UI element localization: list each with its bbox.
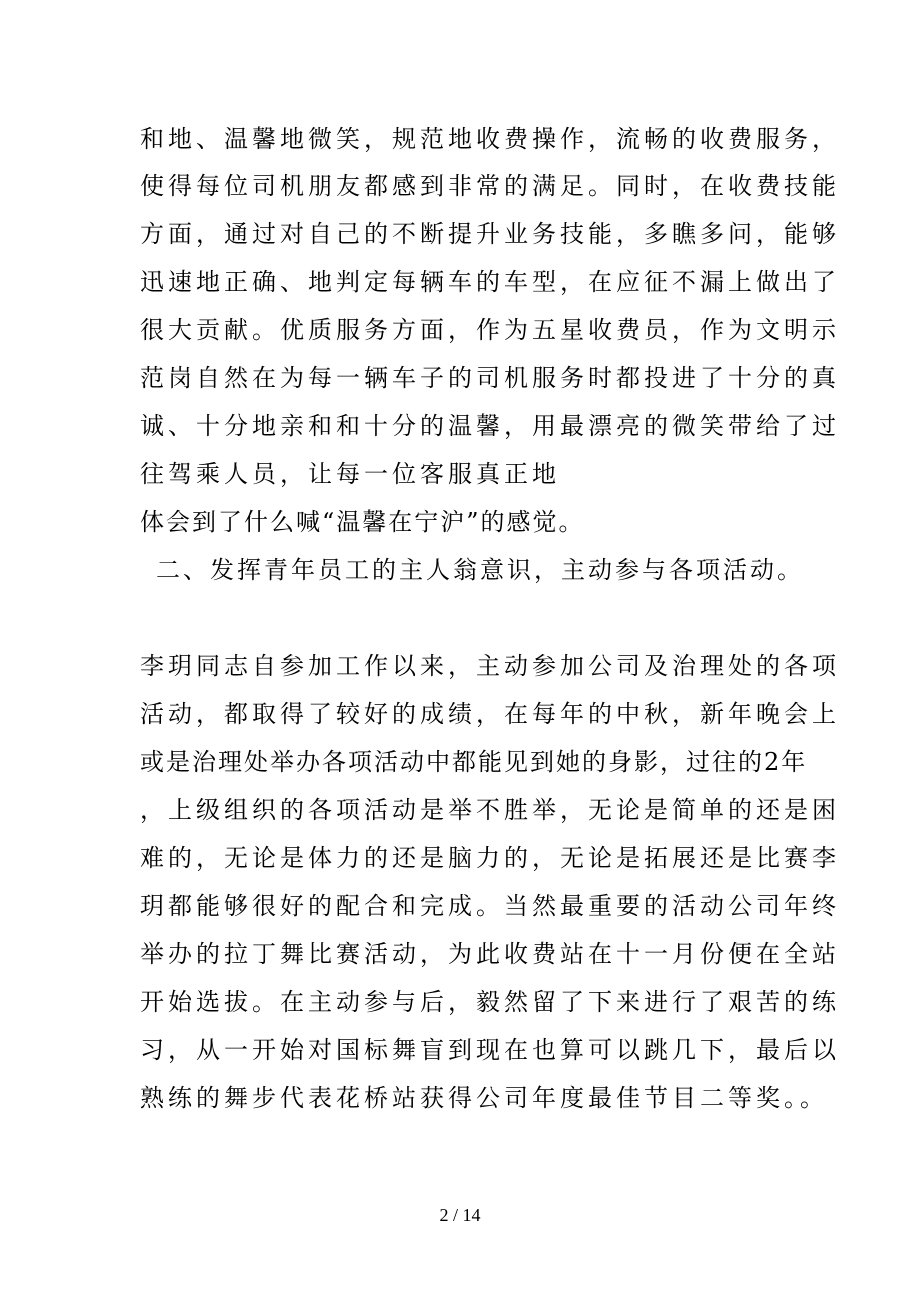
paragraph-1-line-4: 迅速地正确、地判定每辆车的车型，在应征不漏上做出了 xyxy=(140,268,840,296)
paragraph-2-line-10: 熟练的舞步代表花桥站获得公司年度最佳节目二等奖。。 xyxy=(140,1084,828,1112)
paragraph-1-line-8: 往驾乘人员，让每一位客服真正地 xyxy=(140,460,560,488)
paragraph-2-line-7: 举办的拉丁舞比赛活动，为此收费站在十一月份便在全站 xyxy=(140,940,840,968)
paragraph-1-line-9: 体会到了什么喊“温馨在宁沪”的感觉。 xyxy=(140,508,585,536)
paragraph-2-line-8: 开始选拔。在主动参与后，毅然留了下来进行了艰苦的练 xyxy=(140,988,840,1016)
paragraph-2-line-1: 李玥同志自参加工作以来，主动参加公司及治理处的各项 xyxy=(140,652,840,680)
paragraph-2-line-5: 难的，无论是体力的还是脑力的，无论是拓展还是比赛李 xyxy=(140,844,840,872)
paragraph-2-line-9: 习，从一开始对国标舞盲到现在也算可以跳几下，最后以 xyxy=(140,1036,840,1064)
section-heading-2: 二、发挥青年员工的主人翁意识，主动参与各项活动。 xyxy=(156,556,804,584)
paragraph-2-line-6: 玥都能够很好的配合和完成。当然最重要的活动公司年终 xyxy=(140,892,840,920)
paragraph-1-line-1: 和地、温馨地微笑，规范地收费操作，流畅的收费服务， xyxy=(140,125,840,153)
paragraph-1-line-6: 范岗自然在为每一辆车子的司机服务时都投进了十分的真 xyxy=(140,364,840,392)
paragraph-2-line-2: 活动，都取得了较好的成绩，在每年的中秋，新年晚会上 xyxy=(140,700,840,728)
page-number: 2 / 14 xyxy=(439,1205,481,1225)
paragraph-2-line-4: ，上级组织的各项活动是举不胜举，无论是简单的还是困 xyxy=(140,796,840,824)
paragraph-1-line-2: 使得每位司机朋友都感到非常的满足。同时，在收费技能 xyxy=(140,172,840,200)
paragraph-1-line-7: 诚、十分地亲和和十分的温馨，用最漂亮的微笑带给了过 xyxy=(140,412,840,440)
paragraph-2-line-3: 或是治理处举办各项活动中都能见到她的身影，过往的2年 xyxy=(140,748,808,776)
paragraph-1-line-3: 方面，通过对自己的不断提升业务技能，多瞧多问，能够 xyxy=(140,220,840,248)
paragraph-1-line-5: 很大贡献。优质服务方面，作为五星收费员，作为文明示 xyxy=(140,316,840,344)
